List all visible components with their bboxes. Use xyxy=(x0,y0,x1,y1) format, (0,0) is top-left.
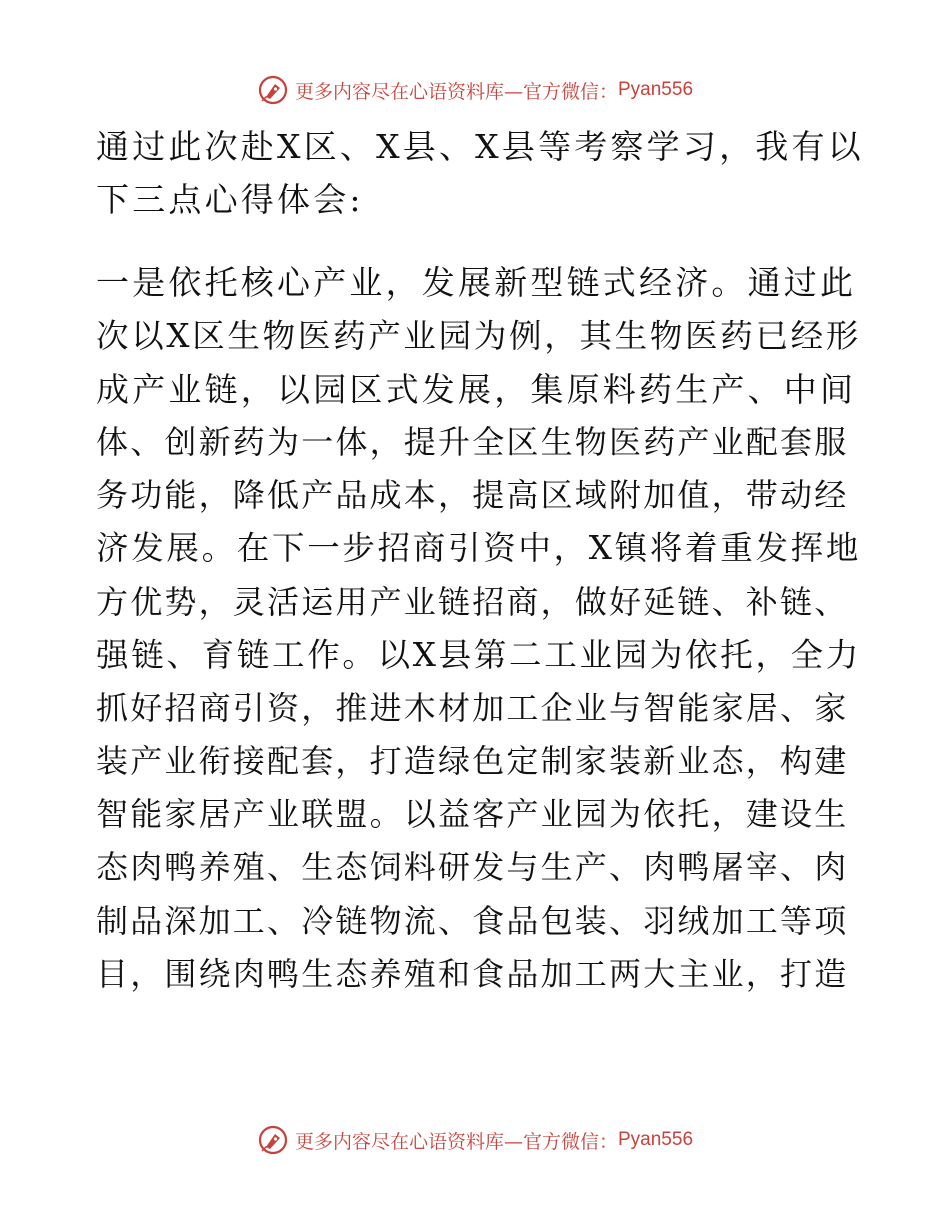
text-line: 目，围绕肉鸭生态养殖和食品加工两大主业，打造 xyxy=(96,954,849,993)
header-watermark xyxy=(0,70,950,110)
footer-watermark xyxy=(0,1120,950,1160)
watermark-contact: Pyan556 xyxy=(618,79,694,100)
paragraph-2 xyxy=(96,256,862,1001)
text-line: 态肉鸭养殖、生态饲料研发与生产、肉鸭屠宰、肉 xyxy=(96,848,849,887)
text-line: 下三点心得体会: xyxy=(96,180,364,220)
text-line: 强链、育链工作。以X县第二工业园为依托，全力 xyxy=(96,635,862,674)
pen-nib-logo-icon xyxy=(257,74,289,106)
text-line: 制品深加工、冷链物流、食品包装、羽绒加工等项 xyxy=(96,901,849,940)
document-body xyxy=(96,120,864,1001)
watermark-contact: Pyan556 xyxy=(618,1129,694,1150)
text-line: 智能家居产业联盟。以益客产业园为依托，建设生 xyxy=(96,795,849,834)
text-line: 济发展。在下一步招商引资中，X镇将着重发挥地 xyxy=(96,529,862,568)
text-line: 抓好招商引资，推进木材加工企业与智能家居、家 xyxy=(96,688,849,727)
text-line: 装产业衔接配套，打造绿色定制家装新业态，构建 xyxy=(96,742,849,781)
text-line: 方优势，灵活运用产业链招商，做好延链、补链、 xyxy=(96,582,849,621)
pen-nib-logo-icon xyxy=(257,1124,289,1156)
text-line: 次以X区生物医药产业园为例，其生物医药已经形 xyxy=(96,316,862,355)
watermark-site-text: 更多内容尽在心语资料库—官方微信： xyxy=(294,1130,618,1153)
text-line: 成产业链，以园区式发展，集原料药生产、中间 xyxy=(96,369,857,409)
text-line: 通过此次赴X区、X县、X县等考察学习，我有以 xyxy=(96,127,864,166)
paragraph-1 xyxy=(96,120,864,226)
text-line: 一是依托核心产业，发展新型链式经济。通过此 xyxy=(96,263,857,303)
text-line: 务功能，降低产品成本，提高区域附加值，带动经 xyxy=(96,476,849,515)
text-line: 体、创新药为一体，提升全区生物医药产业配套服 xyxy=(96,422,849,461)
watermark-site-text: 更多内容尽在心语资料库—官方微信： xyxy=(294,80,618,103)
